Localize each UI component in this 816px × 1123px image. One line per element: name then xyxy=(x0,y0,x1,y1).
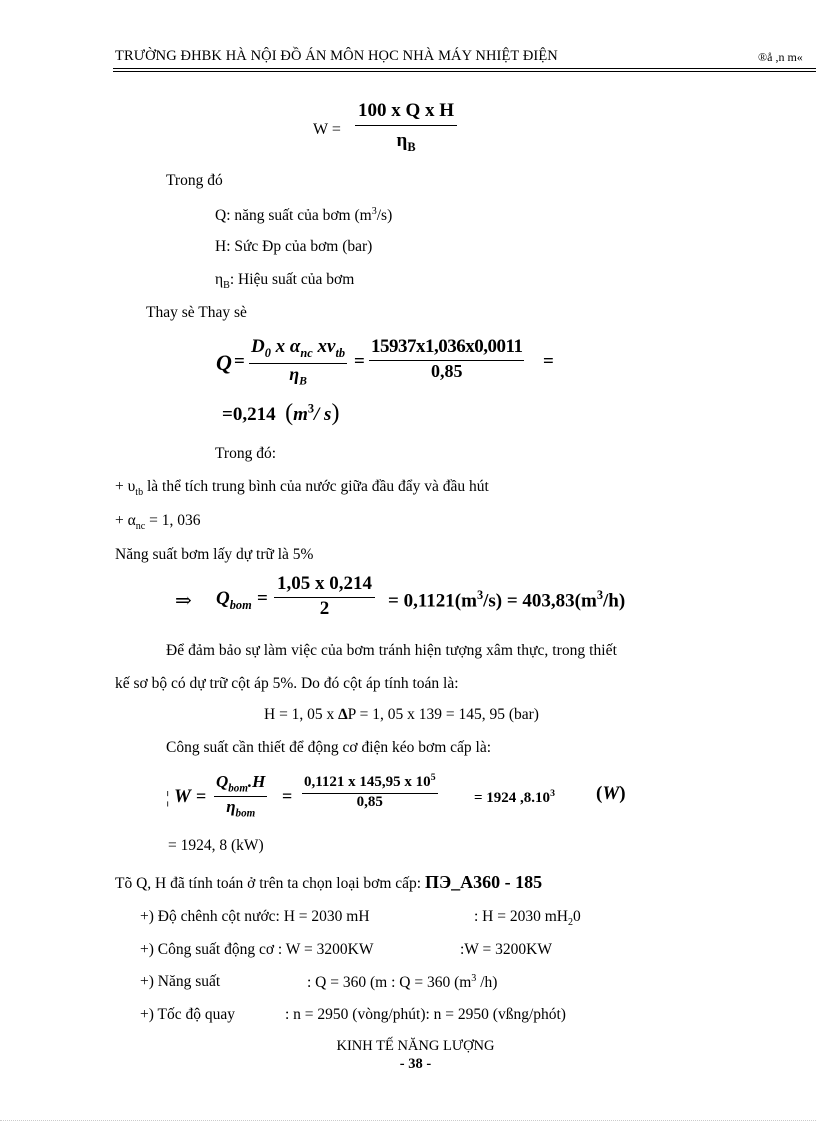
eta-symbol: η xyxy=(396,130,408,151)
rhs-c: /h) xyxy=(603,590,626,612)
power-intro: Công suất cần thiết để động cơ điện kéo bơm cấp là: xyxy=(166,739,492,756)
power-rhs-text: = 1924 ,8.10 xyxy=(474,790,551,806)
page-number: - 38 - xyxy=(399,1056,432,1072)
power-denominator-1 xyxy=(226,797,255,819)
spec-value: : H = 2030 mH xyxy=(474,908,568,925)
spec-row-capacity: +) Năng suất xyxy=(140,973,221,990)
paren-close: ) xyxy=(331,400,340,426)
formula-q-lhs: Q xyxy=(216,350,232,375)
formula-q-numerator-2: 15937x1,036x0,0011 xyxy=(371,336,523,357)
spec-row-power-value: :W = 3200KW xyxy=(460,941,552,958)
footer-title: KINH TẾ NĂNG LƯỢNG xyxy=(336,1038,495,1054)
power-numerator-1 xyxy=(214,772,267,796)
reserve-line: Năng suất bơm lấy dự trữ là 5% xyxy=(115,546,314,563)
formula-h-pre: H = 1, 05 x xyxy=(264,706,339,723)
num-alpha-sub: nc xyxy=(300,345,313,360)
qbom-lhs xyxy=(216,588,252,613)
formula-q-line2 xyxy=(222,400,339,427)
eta-symbol: η xyxy=(226,797,236,817)
formula-h-post: P = 1, 05 x 139 = 145, 95 (bar) xyxy=(347,706,539,723)
definition-q-text: Q: năng suất của bơm (m xyxy=(215,207,372,225)
eta-symbol: η xyxy=(289,363,300,384)
bullet-v xyxy=(115,478,489,498)
paren-close: ) xyxy=(619,783,626,804)
eta-subscript: B xyxy=(299,374,307,388)
qbom-numerator: 1,05 x 0,214 xyxy=(277,573,372,594)
spec-row-capacity-value xyxy=(307,973,497,992)
power-num-text: 0,1121 x 145,95 x 10 xyxy=(304,774,431,790)
formula-q-numerator-1 xyxy=(249,336,347,363)
bullet-v-sub: tb xyxy=(135,487,144,499)
qbom-rhs xyxy=(388,588,625,612)
formula-power-rhs xyxy=(474,788,555,807)
power-kw: = 1924, 8 (kW) xyxy=(168,837,264,854)
spec-row-speed: +) Tốc độ quay xyxy=(140,1006,235,1023)
paragraph-line-1: Để đảm bảo sự làm việc của bơm tránh hiện tượng xâm thực, trong thiết xyxy=(166,642,617,659)
q-sub: bom xyxy=(228,782,248,795)
power-rhs-sup: 3 xyxy=(550,788,555,799)
formula-power-eq2: = xyxy=(282,786,293,806)
trong-do-label-2: Trong đó: xyxy=(215,445,277,462)
spec-value-tail: /h) xyxy=(476,974,498,992)
implies-arrow: ⇒ xyxy=(175,590,192,612)
definition-q-sup: 3 xyxy=(371,206,377,217)
formula-power-unit xyxy=(596,783,626,805)
spec-value-tail: 0 xyxy=(573,908,581,925)
pump-selection-text: Tõ Q, H đã tính toán ở trên ta chọn loại bơm cấp: xyxy=(115,875,425,892)
num-v-sub: tb xyxy=(335,345,346,360)
spec-row-head-value xyxy=(474,908,581,928)
trong-do-label: Trong đó xyxy=(166,172,223,189)
eta-symbol: η xyxy=(215,271,224,288)
formula-w-denominator xyxy=(397,126,416,155)
equals: = xyxy=(222,404,233,425)
definition-h: H: Sức Ðp của bơm (bar) xyxy=(215,238,373,255)
num-d-sub: 0 xyxy=(264,345,271,360)
q-letter: Q xyxy=(216,588,230,609)
bullet-a-sub: nc xyxy=(135,521,146,533)
paragraph-line-2: kế sơ bộ có dự trữ cột áp 5%. Do đó cột áp tính toán là: xyxy=(115,675,459,692)
q-sub: bom xyxy=(229,597,252,612)
pump-model: ПЭ_А360 - 185 xyxy=(424,872,543,892)
formula-q-eq3: = xyxy=(543,351,554,372)
page-header-left: TRƯỜNG ĐHBK HÀ NỘI ĐỒ ÁN MÔN HỌC NHÀ MÁY NHIỆT ĐIỆN xyxy=(115,48,558,64)
formula-power-mark: ¦ xyxy=(166,788,170,807)
q-value: 0,214 xyxy=(232,404,276,425)
num-d: D xyxy=(251,336,265,357)
formula-h xyxy=(264,706,539,724)
definition-q xyxy=(215,206,392,225)
spec-value: : Q = 360 (m : Q = 360 (m xyxy=(307,974,472,992)
formula-q-fraction-1 xyxy=(249,336,347,387)
page-bottom-rule xyxy=(0,1120,816,1121)
header-rule-double xyxy=(113,71,816,72)
rhs-b-sup: 3 xyxy=(596,588,604,602)
num-alpha: x α xyxy=(270,336,301,357)
header-rule xyxy=(113,68,816,69)
qbom-denominator: 2 xyxy=(319,598,330,619)
formula-q-eq1: = xyxy=(234,351,245,372)
formula-power-lhs: W xyxy=(174,786,191,807)
rhs-a-sup: 3 xyxy=(476,588,484,602)
num-v: xv xyxy=(312,336,336,357)
power-num-sup: 5 xyxy=(430,772,436,783)
formula-w-fraction xyxy=(355,100,457,155)
formula-q-denominator-1 xyxy=(289,364,307,388)
rhs-a: = 0,1121(m xyxy=(388,590,477,612)
spec-row-head: +) Độ chênh cột nước: H = 2030 mH xyxy=(140,908,370,925)
times-h: .H xyxy=(247,772,266,791)
formula-q-eq2: = xyxy=(354,351,365,372)
rhs-b: /s) = 403,83(m xyxy=(483,590,597,612)
formula-power-fraction-2 xyxy=(302,772,438,811)
bullet-a-pre: + α xyxy=(115,512,136,529)
spec-row-speed-value: : n = 2950 (vòng/phút): n = 2950 (vßng/phót) xyxy=(285,1006,566,1023)
unit-w: W xyxy=(602,783,620,804)
power-numerator-2 xyxy=(302,772,438,793)
bullet-v-pre: + υ xyxy=(115,478,136,495)
thay-se-label: Thay sè Thay sè xyxy=(146,304,247,321)
spec-value-sub: 2 xyxy=(568,917,574,929)
formula-power-eq1: = xyxy=(196,786,207,806)
eta-subscript: bom xyxy=(235,807,256,820)
bullet-a-text: = 1, 036 xyxy=(145,512,201,529)
formula-q-fraction-2 xyxy=(369,336,524,382)
formula-q-denominator-2: 0,85 xyxy=(430,361,463,381)
formula-power-fraction-1 xyxy=(214,772,267,820)
unit-sup: 3 xyxy=(307,401,315,416)
qbom-fraction xyxy=(274,573,375,620)
pump-selection xyxy=(115,872,542,893)
power-denominator-2: 0,85 xyxy=(356,794,383,810)
qbom-eq: = xyxy=(257,588,268,609)
formula-w-lhs: W = xyxy=(313,121,341,138)
q-letter: Q xyxy=(216,772,229,791)
bullet-alpha xyxy=(115,512,201,532)
paren-open: ( xyxy=(285,400,294,426)
eta-subscript: B xyxy=(223,280,230,292)
definition-eta-text: : Hiệu suất của bơm xyxy=(229,271,355,288)
eta-subscript: B xyxy=(407,139,416,154)
definition-q-tail: /s) xyxy=(376,207,393,225)
formula-w-numerator: 100 x Q x H xyxy=(358,100,455,121)
spec-row-power: +) Công suất động cơ : W = 3200KW xyxy=(140,941,374,958)
bullet-v-text: là thể tích trung bình của nước giữa đầu đẩy và đầu hút xyxy=(143,478,489,495)
delta-symbol: ∆ xyxy=(338,706,348,723)
paren-open: ( xyxy=(596,783,603,804)
page-header-right: ®å ,n m« xyxy=(758,50,803,64)
spec-value-sup: 3 xyxy=(471,973,477,984)
definition-eta xyxy=(215,271,354,291)
unit-m: m xyxy=(293,404,308,425)
unit-tail: / s xyxy=(314,404,332,425)
